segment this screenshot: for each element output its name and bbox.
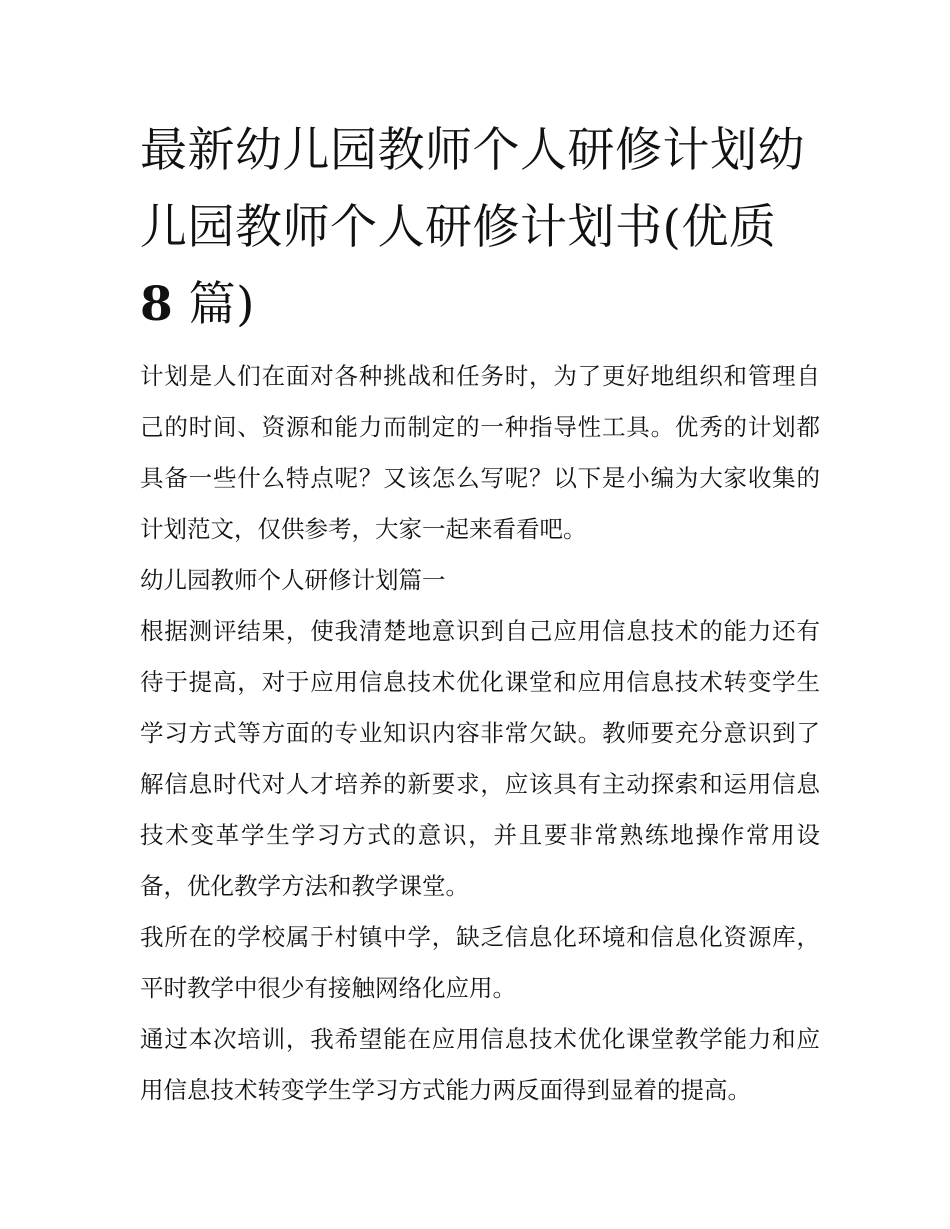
section-heading: 幼儿园教师个人研修计划篇一 xyxy=(140,566,446,594)
intro-paragraph: 计划是人们在面对各种挑战和任务时，为了更好地组织和管理自己的时间、资源和能力而制定的一种指导性工具。优秀的计划都具备一些什么特点呢？又该怎么写呢？以下是小编为大家收集的计划范文，仅供参考，大家一起来看看吧。 xyxy=(140,362,820,543)
document-body xyxy=(140,112,820,1116)
title-number: 8 xyxy=(140,277,174,332)
title-text-part2: 篇) xyxy=(188,277,255,332)
document-title xyxy=(140,112,820,343)
title-text-part1: 最新幼儿园教师个人研修计划幼儿园教师个人研修计划书(优质 xyxy=(140,123,805,255)
body-paragraph: 通过本次培训，我希望能在应用信息技术优化课堂教学能力和应用信息技术转变学生学习方式能力两反面得到显着的提高。 xyxy=(140,1025,820,1104)
body-paragraph: 根据测评结果，使我清楚地意识到自己应用信息技术的能力还有待于提高，对于应用信息技术优化课堂和应用信息技术转变学生学习方式等方面的专业知识内容非常欠缺。教师要充分意识到了解信息时代对人才培养的新要求，应该具有主动探索和运用信息技术变革学生学习方式的意识，并且要非常熟练地操作常用设备，优化教学方法和教学课堂。 xyxy=(140,617,820,900)
body-paragraph: 我所在的学校属于村镇中学，缺乏信息化环境和信息化资源库，平时教学中很少有接触网络化应用。 xyxy=(140,923,820,1002)
